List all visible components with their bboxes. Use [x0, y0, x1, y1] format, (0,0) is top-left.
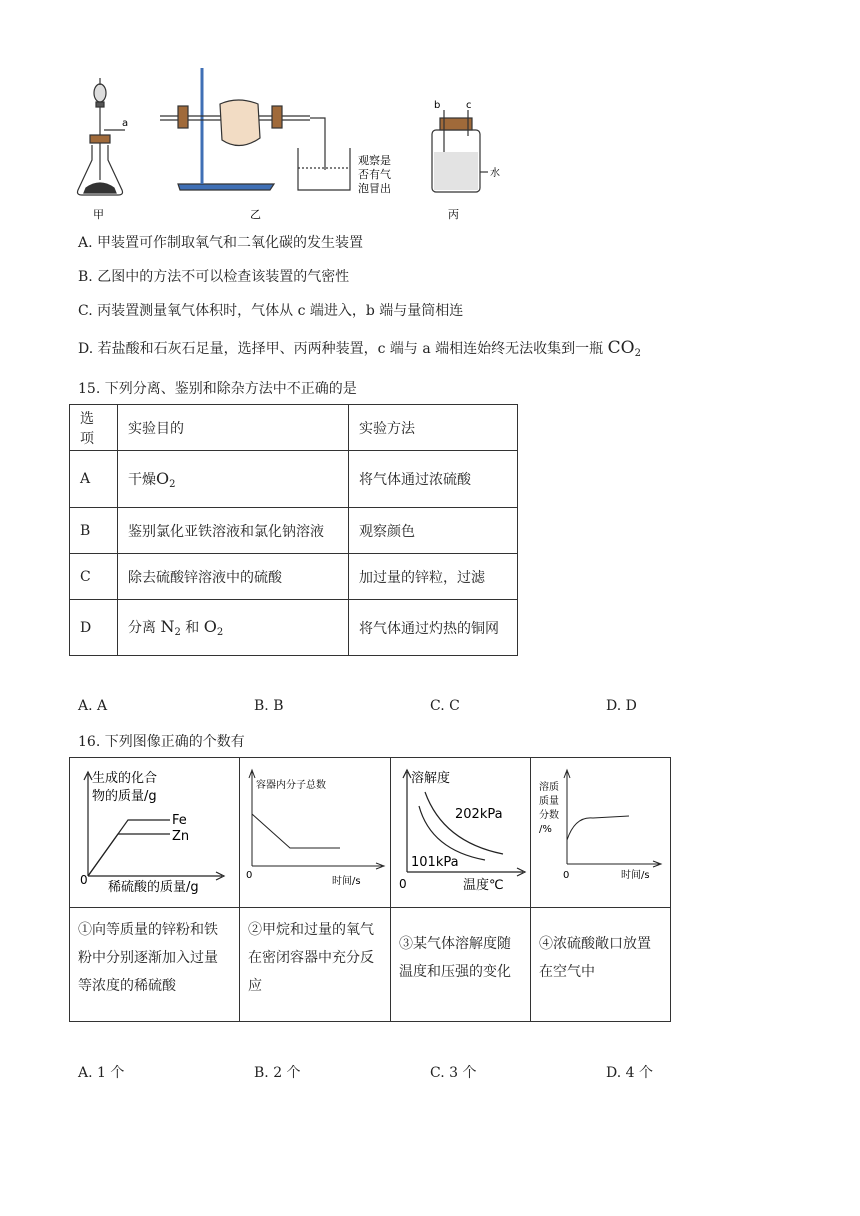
q15-answer-a: A. A: [78, 698, 108, 714]
graph-4: [531, 758, 670, 903]
row-d-method: 将气体通过灼热的铜网: [349, 600, 518, 656]
graph-3-series-202kpa: 202kPa: [455, 807, 503, 822]
q16-answer-c: C. 3 个: [430, 1065, 477, 1081]
q15-table: [69, 404, 518, 656]
q16-answer-a: A. 1 个: [78, 1065, 125, 1081]
observe-line-2: 否有气: [358, 168, 391, 181]
caption-row: [70, 908, 671, 1022]
header-option: 选项: [70, 405, 118, 451]
label-yi: 乙: [250, 208, 261, 221]
caption-2-cell: [240, 908, 391, 1022]
graph-row: [70, 758, 671, 908]
q16-answer-b: B. 2 个: [254, 1065, 301, 1081]
q14-option-a: A. 甲装置可作制取氧气和二氧化碳的发生装置: [78, 235, 364, 251]
q14-option-b: B. 乙图中的方法不可以检查该装置的气密性: [78, 269, 350, 285]
header-method: 实验方法: [349, 405, 518, 451]
graph-3-series-101kpa: 101kPa: [411, 855, 459, 870]
graph-1-xlabel: 稀硫酸的质量/g: [108, 880, 199, 895]
o2-subscript-d: 2: [216, 627, 224, 638]
graph-1-ylabel-1: 生成的化合: [92, 771, 158, 786]
caption-1: ①向等质量的锌粉和铁粉中分别逐渐加入过量等浓度的稀硫酸: [78, 922, 218, 994]
label-water: 水: [490, 168, 500, 179]
label-b: b: [434, 100, 441, 111]
caption-4-cell: [531, 908, 671, 1022]
label-a: a: [122, 118, 129, 129]
row-c-option: C: [70, 554, 118, 600]
caption-1-cell: [70, 908, 240, 1022]
caption-2: ②甲烷和过量的氧气在密闭容器中充分反应: [248, 922, 374, 994]
row-c-method: 加过量的锌粒，过滤: [349, 554, 518, 600]
q15-stem: 15. 下列分离、鉴别和除杂方法中不正确的是: [78, 381, 357, 397]
row-b-method: 观察颜色: [349, 508, 518, 554]
graph-4-ylabel-1: 溶质: [539, 782, 559, 793]
row-c-purpose: 除去硫酸锌溶液中的硫酸: [118, 554, 349, 600]
o2-formula-d: O: [203, 617, 217, 636]
table-row: [70, 554, 518, 600]
apparatus-jia: [78, 78, 129, 195]
row-d-purpose: [118, 600, 349, 656]
graph-1-cell: [70, 758, 240, 908]
graph-4-ylabel-3: 分数: [539, 810, 559, 821]
q14-option-d-text: D. 若盐酸和石灰石足量，选择甲、丙两种装置，c 端与 a 端相连始终无法收集到一瓶: [78, 341, 604, 357]
table-header-row: [70, 405, 518, 451]
table-row: [70, 508, 518, 554]
row-d-option: D: [70, 600, 118, 656]
caption-4: ④浓硫酸敞口放置在空气中: [539, 936, 651, 980]
q16-answer-d: D. 4 个: [606, 1065, 653, 1081]
observe-line-3: 泡冒出: [358, 182, 391, 195]
row-b-purpose: 鉴别氯化亚铁溶液和氯化钠溶液: [118, 508, 349, 554]
q15-answer-c: C. C: [430, 698, 460, 714]
q14-option-d: [78, 338, 641, 359]
n2-formula: N: [160, 617, 175, 636]
graph-1-series-zn: Zn: [172, 829, 190, 844]
label-jia: 甲: [93, 208, 104, 221]
graph-3: [391, 758, 530, 903]
n2-subscript: 2: [174, 627, 181, 638]
graph-1-origin: 0: [80, 873, 88, 887]
q14-option-c: C. 丙装置测量氧气体积时，气体从 c 端进入，b 端与量筒相连: [78, 303, 464, 319]
row-a-option: A: [70, 451, 118, 508]
graph-2: [240, 758, 390, 903]
graph-3-xlabel: 温度℃: [463, 878, 504, 893]
caption-3: ③某气体溶解度随温度和压强的变化: [399, 936, 511, 980]
graph-2-origin: 0: [246, 870, 253, 881]
row-d-purpose-text: 分离: [128, 620, 156, 636]
graph-4-ylabel-2: 质量: [539, 796, 559, 807]
o2-subscript: 2: [169, 478, 176, 490]
observe-line-1: 观察是: [358, 154, 391, 167]
q15-answer-b: B. B: [254, 698, 284, 714]
caption-3-cell: [391, 908, 531, 1022]
graph-1-series-fe: Fe: [172, 813, 187, 828]
co2-subscript: 2: [634, 348, 641, 359]
graph-4-ylabel-4: /%: [539, 824, 552, 835]
o2-formula: O: [156, 468, 170, 488]
row-a-purpose: [118, 451, 349, 508]
apparatus-bing: [432, 110, 488, 192]
q15-answer-d: D. D: [606, 698, 637, 714]
table-row: [70, 451, 518, 508]
row-a-purpose-text: 干燥: [128, 471, 156, 488]
label-c: c: [466, 100, 472, 111]
graph-1: [70, 758, 239, 903]
graph-3-ylabel: 溶解度: [411, 771, 451, 786]
graph-2-cell: [240, 758, 391, 908]
graph-3-cell: [391, 758, 531, 908]
q16-table: [69, 757, 671, 1022]
co2-formula: CO: [607, 338, 635, 358]
graph-4-xlabel: 时间/s: [621, 870, 650, 881]
graph-4-cell: [531, 758, 671, 908]
graph-3-origin: 0: [399, 877, 407, 891]
row-a-method: 将气体通过浓硫酸: [349, 451, 518, 508]
apparatus-yi: [160, 68, 350, 190]
graph-2-ylabel: 容器内分子总数: [256, 780, 326, 791]
graph-1-ylabel-2: 物的质量/g: [92, 789, 157, 804]
label-bing: 丙: [448, 208, 459, 221]
graph-4-origin: 0: [563, 870, 570, 881]
apparatus-figure: [60, 60, 520, 230]
row-b-option: B: [70, 508, 118, 554]
graph-2-xlabel: 时间/s: [332, 876, 361, 887]
header-purpose: 实验目的: [118, 405, 349, 451]
row-d-and: 和: [185, 620, 200, 636]
q16-stem: 16. 下列图像正确的个数有: [78, 734, 245, 750]
table-row: [70, 600, 518, 656]
